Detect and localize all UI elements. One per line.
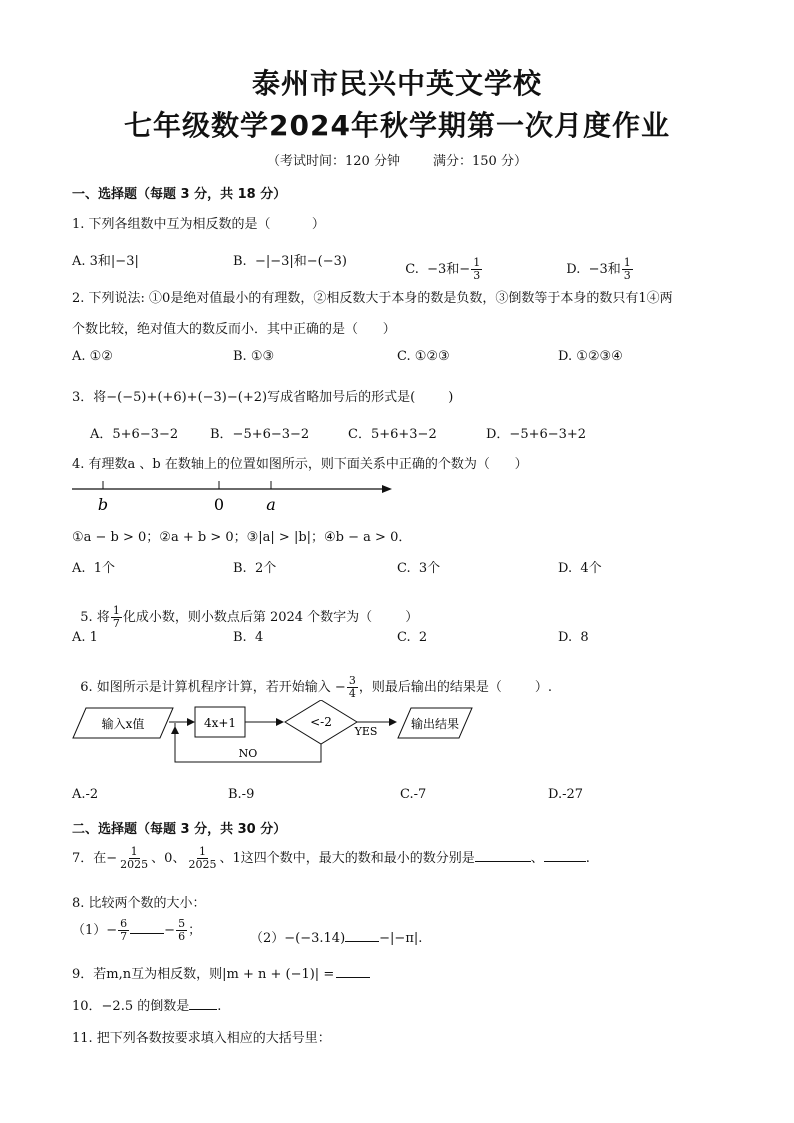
- answer-blank[interactable]: [130, 921, 164, 934]
- q4-option-c: C. 3个: [397, 561, 441, 576]
- fraction-numerator: 6: [120, 917, 128, 930]
- q10-stem: [72, 995, 221, 1014]
- q1-option-a: A. 3和|−3|: [72, 254, 139, 269]
- fraction: [471, 257, 482, 282]
- q7-stem: [72, 846, 590, 871]
- q8-part-1: [72, 918, 201, 943]
- q1-option-c: [397, 242, 483, 282]
- fraction-denominator: 3: [473, 269, 481, 282]
- section-heading-1: 一、选择题（每题 3 分，共 18 分）: [72, 187, 287, 202]
- q3-option-d: D．−5+6−3+2: [486, 427, 587, 442]
- q11-stem: 11. 把下列各数按要求填入相应的大括号里：: [72, 1031, 331, 1046]
- flow-input-label: 输入x值: [101, 717, 145, 731]
- q6-option-c: C.-7: [400, 787, 427, 802]
- fraction-numerator: 1: [473, 256, 481, 269]
- q1-option-b: B. −|−3|和−(−3): [233, 254, 347, 269]
- fraction-denominator: 2025: [188, 858, 217, 871]
- q4-option-a: A. 1个: [72, 561, 116, 576]
- q3-option-b: B．−5+6−3−2: [210, 427, 310, 442]
- q10-end: .: [217, 999, 222, 1014]
- q8-part-1-minus: −: [164, 923, 176, 938]
- q6-stem-prefix: 6. 如图所示是计算机程序计算，若开始输入 −: [80, 680, 346, 695]
- fraction-numerator: 1: [623, 256, 631, 269]
- fraction-numerator: 1: [112, 604, 120, 617]
- fraction-denominator: 2025: [120, 858, 149, 871]
- q5-option-d: D. 8: [558, 630, 589, 645]
- fraction-denominator: 4: [348, 687, 356, 700]
- program-flowchart: [70, 700, 480, 770]
- axis-label-b: b: [97, 495, 109, 514]
- q5-option-b: B. 4: [233, 630, 264, 645]
- fraction: [347, 675, 358, 700]
- flow-operation-label: 4x+1: [203, 716, 237, 730]
- q7-end: .: [585, 851, 590, 866]
- number-line-arrow: [382, 485, 392, 493]
- q2-stem-line-1: 2. 下列说法: ①0是绝对值最小的有理数，②相反数大于本身的数是负数，③倒数等于本身的数只有1④两: [72, 291, 673, 306]
- title-line-2: 七年级数学2024年秋学期第一次月度作业: [124, 109, 670, 142]
- q5-stem: [72, 590, 418, 630]
- fraction-numerator: 5: [178, 917, 186, 930]
- exam-info: （考试时间：120 分钟 满分：150 分）: [267, 154, 527, 169]
- q4-option-d: D. 4个: [558, 561, 602, 576]
- q4-conditions: ①a − b > 0；②a + b > 0；③|a| > |b|；④b − a > 0．: [72, 530, 412, 545]
- q2-stem-line-2: 个数比较，绝对值大的数反而小．其中正确的是（ ）: [72, 322, 396, 337]
- number-line-diagram: [68, 475, 398, 515]
- q8-stem: 8. 比较两个数的大小：: [72, 896, 206, 911]
- flow-yes-label: YES: [354, 725, 378, 738]
- q2-option-a: A. ①②: [72, 349, 113, 364]
- axis-label-zero: 0: [213, 495, 225, 514]
- answer-blank[interactable]: [544, 849, 586, 862]
- q7-middle: 、0、: [151, 851, 186, 866]
- fraction: [118, 846, 150, 871]
- q7-suffix: 、1这四个数中，最大的数和最小的数分别是: [219, 851, 475, 866]
- q1-option-d: [558, 242, 634, 282]
- q1-option-d-text: D. −3和: [566, 262, 621, 277]
- fraction: [111, 605, 122, 630]
- fraction-numerator: 1: [198, 845, 206, 858]
- answer-blank[interactable]: [475, 849, 531, 862]
- q3-stem: 3．将−(−5)+(+6)+(−3)−(+2)写成省略加号后的形式是( ): [72, 390, 454, 405]
- axis-label-a: a: [266, 495, 276, 514]
- answer-blank[interactable]: [345, 929, 379, 942]
- fraction-denominator: 6: [178, 930, 186, 943]
- flow-no-label: NO: [238, 747, 258, 760]
- answer-blank[interactable]: [336, 965, 370, 978]
- q5-option-c: C. 2: [397, 630, 428, 645]
- q5-stem-suffix: 化成小数，则小数点后第 2024 个数字为（ ）: [122, 610, 419, 625]
- fraction-denominator: 3: [623, 269, 631, 282]
- q8-part-2: [250, 927, 422, 946]
- q6-stem-suffix: ，则最后输出的结果是（ ）.: [358, 680, 553, 695]
- title-line-1: 泰州市民兴中英文学校: [251, 67, 542, 100]
- q6-option-b: B.-9: [228, 787, 255, 802]
- q1-stem: 1. 下列各组数中互为相反数的是（ ）: [72, 217, 325, 232]
- fraction-denominator: 7: [120, 930, 128, 943]
- answer-blank[interactable]: [189, 997, 217, 1010]
- q2-option-b: B. ①③: [233, 349, 275, 364]
- q6-stem: [72, 660, 552, 700]
- q5-option-a: A. 1: [72, 630, 98, 645]
- q6-option-d: D.-27: [548, 787, 584, 802]
- flow-output-label: 输出结果: [410, 717, 460, 731]
- flow-condition-label: <-2: [310, 715, 332, 729]
- q5-stem-prefix: 5. 将: [80, 610, 110, 625]
- q6-option-a: A.-2: [72, 787, 99, 802]
- q2-option-c: C. ①②③: [397, 349, 450, 364]
- q3-option-c: C．5+6+3−2: [348, 427, 437, 442]
- q10-prefix: 10．−2.5 的倒数是: [72, 999, 190, 1014]
- fraction: [176, 918, 187, 943]
- section-heading-2: 二、选择题（每题 3 分，共 30 分）: [72, 822, 287, 837]
- q7-separator: 、: [530, 851, 544, 866]
- fraction-numerator: 3: [348, 674, 356, 687]
- q8-part-2-suffix: −|−π|.: [379, 931, 423, 946]
- fraction: [118, 918, 129, 943]
- q4-stem: 4. 有理数a 、b 在数轴上的位置如图所示，则下面关系中正确的个数为（ ）: [72, 457, 528, 472]
- q7-prefix: 7．在−: [72, 851, 118, 866]
- q2-option-d: D. ①②③④: [558, 349, 623, 364]
- q4-option-b: B. 2个: [233, 561, 277, 576]
- q8-part-1-prefix: （1）−: [72, 923, 118, 938]
- q9-prefix: 9．若m,n互为相反数，则|m + n + (−1)| =: [72, 967, 335, 982]
- fraction-denominator: 7: [112, 617, 120, 630]
- fraction-numerator: 1: [130, 845, 138, 858]
- q3-option-a: A．5+6−3−2: [90, 427, 179, 442]
- q9-stem: [72, 963, 370, 982]
- q8-part-2-prefix: （2）−(−3.14): [250, 931, 346, 946]
- q8-part-1-end: ；: [188, 923, 202, 938]
- fraction: [186, 846, 218, 871]
- fraction: [622, 257, 633, 282]
- q1-option-c-text: C. −3和−: [405, 262, 471, 277]
